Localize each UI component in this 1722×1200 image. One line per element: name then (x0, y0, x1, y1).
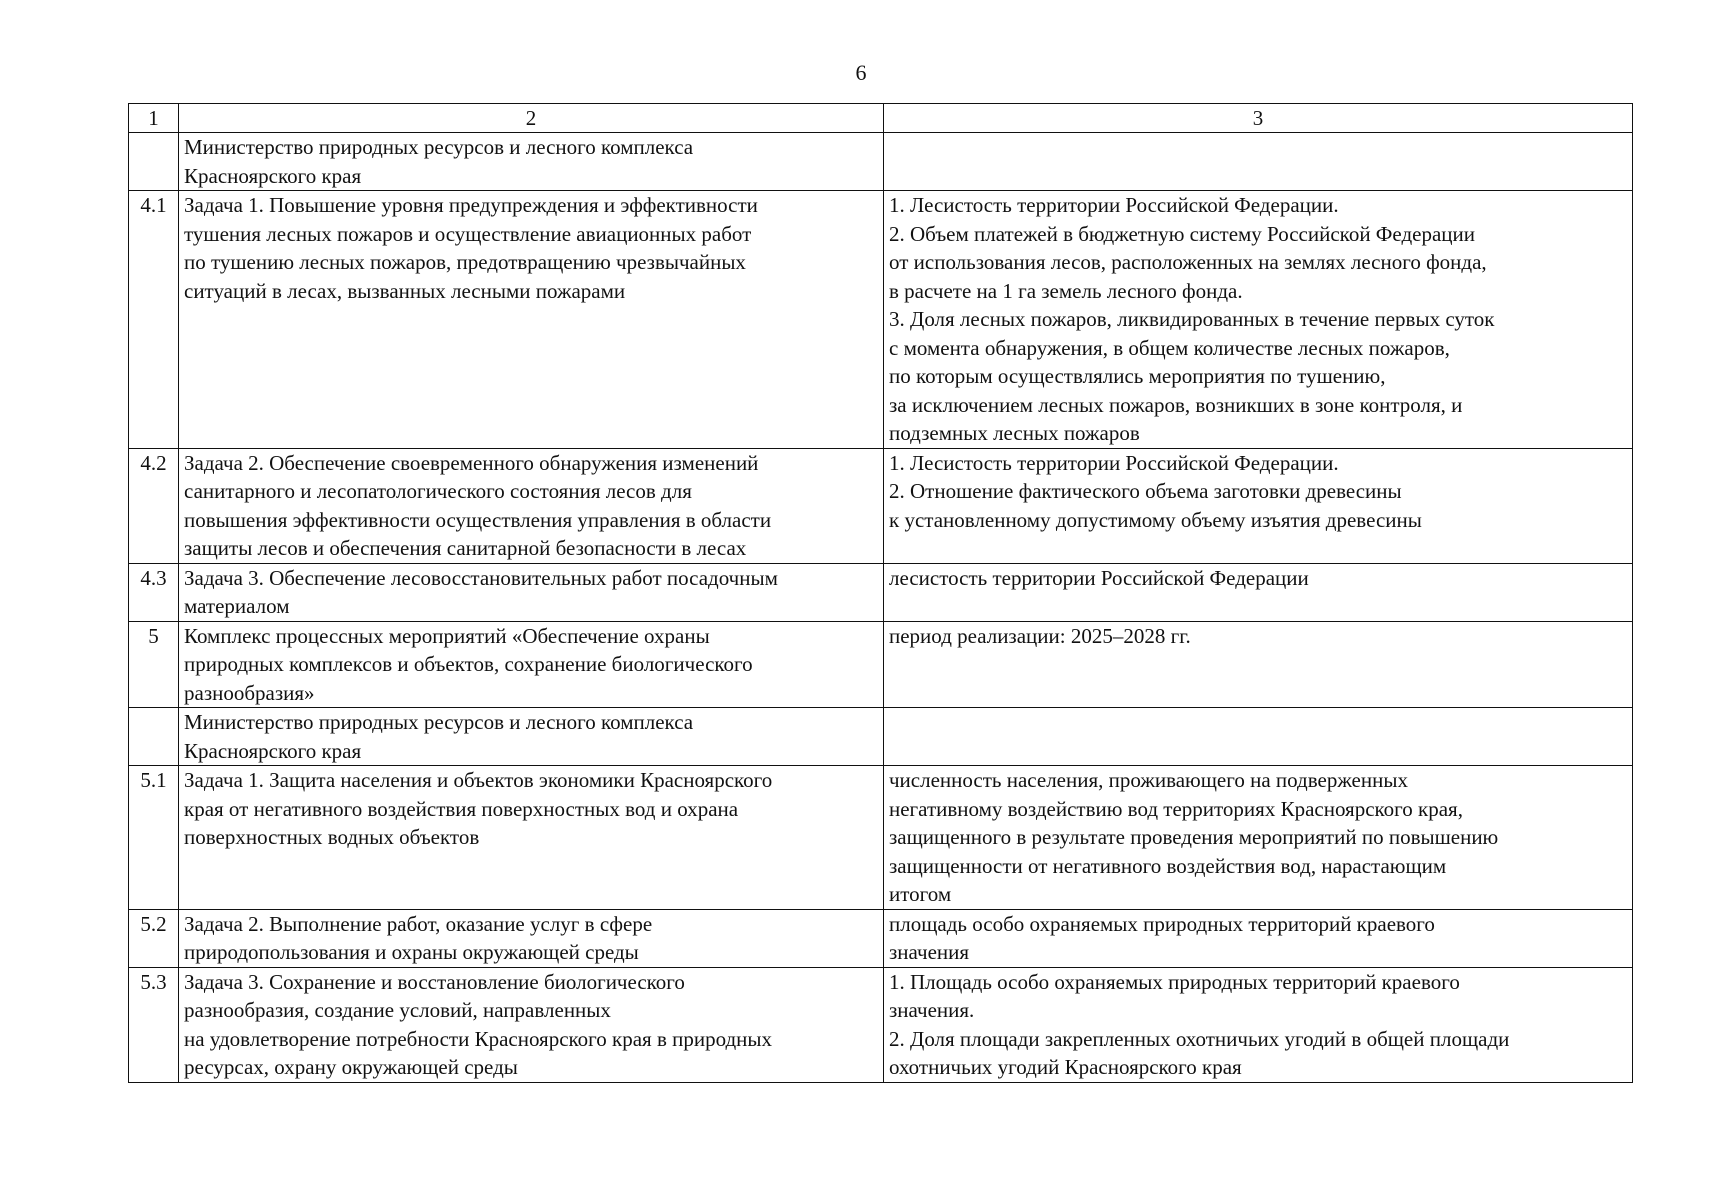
row-number (129, 133, 179, 191)
table-row (129, 766, 1633, 910)
row-description: Задача 1. Защита населения и объектов экономики Красноярского края от негативного воздействия поверхностных вод и охрана поверхностных водных объектов (179, 766, 884, 910)
row-description: Министерство природных ресурсов и лесного комплекса Красноярского края (179, 708, 884, 766)
header-cell-1: 1 (129, 104, 179, 133)
row-indicators (884, 708, 1633, 766)
row-number: 4.1 (129, 191, 179, 449)
row-indicators: площадь особо охраняемых природных территорий краевого значения (884, 909, 1633, 967)
row-number: 5.3 (129, 967, 179, 1082)
table-header-row (129, 104, 1633, 133)
header-cell-3: 3 (884, 104, 1633, 133)
row-indicators: лесистость территории Российской Федерации (884, 563, 1633, 621)
row-number (129, 708, 179, 766)
table-row (129, 967, 1633, 1082)
header-cell-2: 2 (179, 104, 884, 133)
row-description: Задача 3. Сохранение и восстановление биологического разнообразия, создание условий, направленных на удовлетворение потребности Красноярского края в природных ресурсах, охрану окружающей среды (179, 967, 884, 1082)
table-row (129, 191, 1633, 449)
row-number: 4.2 (129, 448, 179, 563)
table-row (129, 909, 1633, 967)
measures-table (128, 103, 1633, 1083)
row-number: 5 (129, 621, 179, 708)
row-indicators: период реализации: 2025–2028 гг. (884, 621, 1633, 708)
table-row (129, 133, 1633, 191)
row-description: Задача 2. Обеспечение своевременного обнаружения изменений санитарного и лесопатологического состояния лесов для повышения эффективности осуществления управления в области защиты лесов и обеспечения санитарной безопасности в лесах (179, 448, 884, 563)
table-row (129, 708, 1633, 766)
row-description: Задача 2. Выполнение работ, оказание услуг в сфере природопользования и охраны окружающей среды (179, 909, 884, 967)
row-description: Задача 1. Повышение уровня предупреждения и эффективности тушения лесных пожаров и осуществление авиационных работ по тушению лесных пожаров, предотвращению чрезвычайных ситуаций в лесах, вызванных лесными пожарами (179, 191, 884, 449)
page-number: 6 (855, 60, 867, 85)
row-description: Комплекс процессных мероприятий «Обеспечение охраны природных комплексов и объектов, сохранение биологического разнообразия» (179, 621, 884, 708)
table-row (129, 563, 1633, 621)
row-indicators: 1. Лесистость территории Российской Федерации. 2. Объем платежей в бюджетную систему Российской Федерации от использования лесов, расположенных на землях лесного фонда, в расчете на 1 га земель лесного фонда. 3. Доля лесных пожаров, ликвидированных в течение первых суток с момента обнаружения, в общем количестве лесных пожаров, по которым осуществлялись мероприятия по тушению, за исключением лесных пожаров, возникших в зоне контроля, и подземных лесных пожаров (884, 191, 1633, 449)
row-indicators (884, 133, 1633, 191)
row-indicators: 1. Лесистость территории Российской Федерации. 2. Отношение фактического объема заготовки древесины к установленному допустимому объему изъятия древесины (884, 448, 1633, 563)
row-indicators: 1. Площадь особо охраняемых природных территорий краевого значения. 2. Доля площади закрепленных охотничьих угодий в общей площади охотничьих угодий Красноярского края (884, 967, 1633, 1082)
row-number: 5.1 (129, 766, 179, 910)
row-number: 4.3 (129, 563, 179, 621)
row-number: 5.2 (129, 909, 179, 967)
table-row (129, 448, 1633, 563)
row-description: Министерство природных ресурсов и лесного комплекса Красноярского края (179, 133, 884, 191)
table-row (129, 621, 1633, 708)
row-description: Задача 3. Обеспечение лесовосстановительных работ посадочным материалом (179, 563, 884, 621)
row-indicators: численность населения, проживающего на подверженных негативному воздействию вод территориях Красноярского края, защищенного в результате проведения мероприятий по повышению защищенности от негативного воздействия вод, нарастающим итогом (884, 766, 1633, 910)
